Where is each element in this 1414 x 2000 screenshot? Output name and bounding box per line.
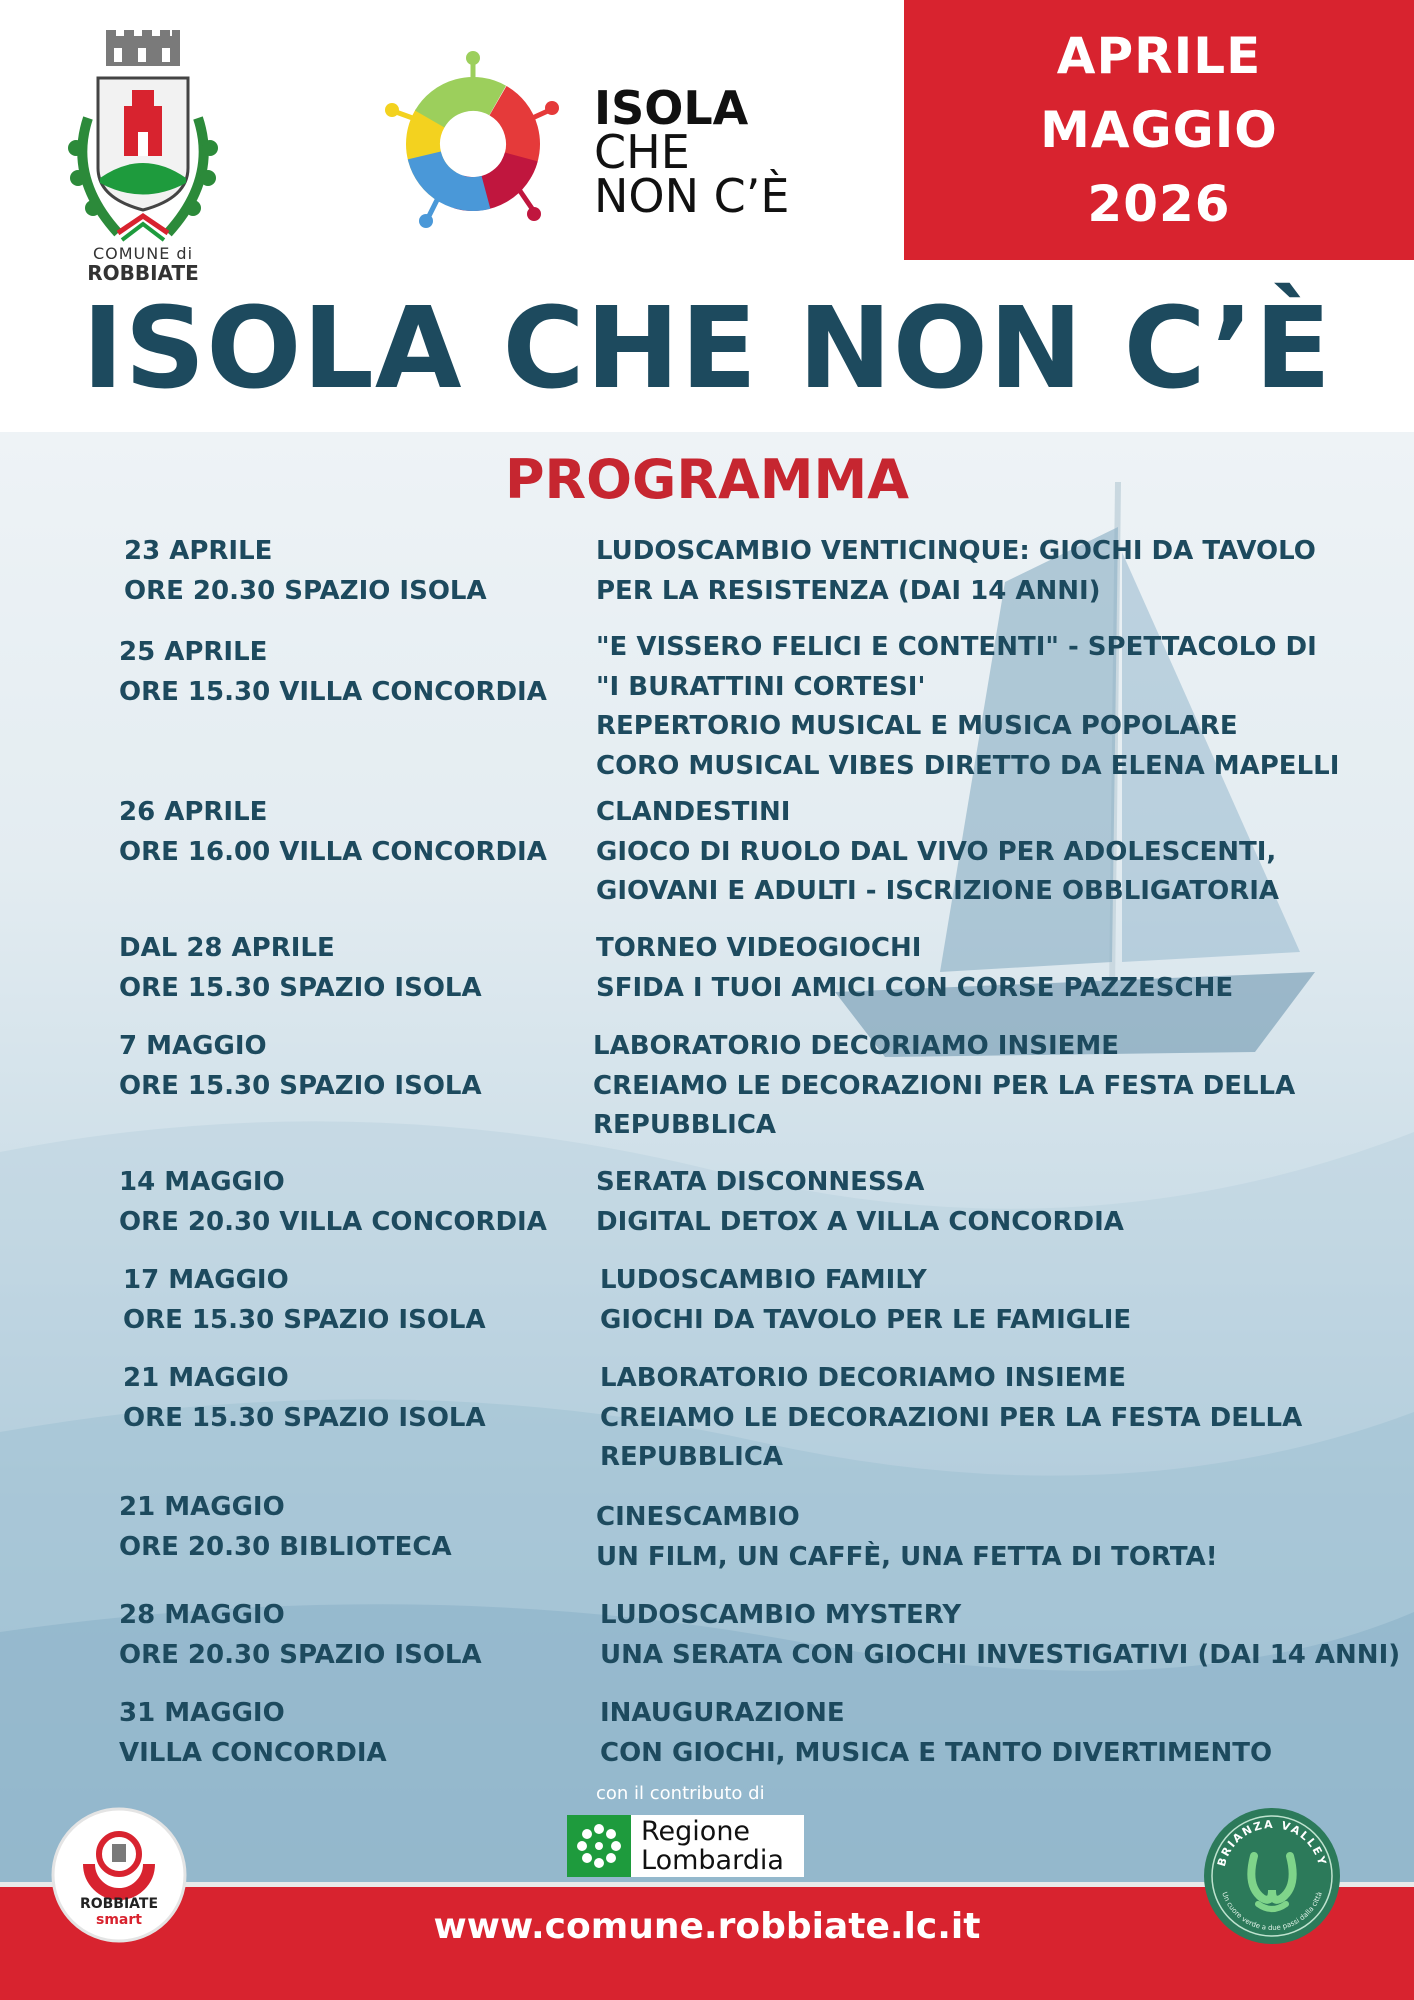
event-desc-line: SFIDA I TUOI AMICI CON CORSE PAZZESCHE — [596, 972, 1234, 1003]
smart-line-1: ROBBIATE — [79, 1896, 159, 1912]
event-desc-line: GIOCO DI RUOLO DAL VIVO PER ADOLESCENTI, — [596, 836, 1277, 867]
logo-line-3: NON C’È — [594, 169, 790, 223]
event-time-place: ORE 15.30 SPAZIO ISOLA — [119, 1070, 482, 1101]
event-desc-line: LUDOSCAMBIO MYSTERY — [600, 1600, 962, 1630]
event-11-when — [119, 1694, 387, 1773]
event-desc-line: LUDOSCAMBIO FAMILY — [600, 1265, 927, 1295]
program-section — [0, 432, 1414, 1882]
event-desc-line: LUDOSCAMBIO VENTICINQUE: GIOCHI DA TAVOLO — [596, 536, 1316, 566]
event-date: 25 APRILE — [119, 637, 268, 667]
event-desc-line: CORO MUSICAL VIBES DIRETTO DA ELENA MAPELLI — [596, 750, 1340, 781]
event-date: 7 MAGGIO — [119, 1031, 267, 1061]
event-desc-line: LABORATORIO DECORIAMO INSIEME — [600, 1363, 1127, 1393]
event-desc-line: CINESCAMBIO — [596, 1502, 800, 1532]
event-desc-line: REPUBBLICA — [593, 1110, 777, 1140]
brianza-valley-name: BRIANZA VALLEY — [1214, 1817, 1330, 1869]
smart-line-2: smart — [96, 1912, 142, 1928]
brianza-valley-tagline: Un cuore verde a due passi dalla città — [1220, 1890, 1324, 1933]
crest-caption-line2: ROBBIATE — [87, 261, 199, 285]
event-2-what — [596, 628, 1339, 786]
event-time-place: ORE 20.30 VILLA CONCORDIA — [119, 1206, 547, 1237]
event-desc-line: REPUBBLICA — [600, 1442, 784, 1472]
event-date: 26 APRILE — [119, 797, 268, 827]
event-5-when — [119, 1027, 482, 1106]
event-desc-line: REPERTORIO MUSICAL E MUSICA POPOLARE — [596, 711, 1238, 741]
event-date: 14 MAGGIO — [119, 1167, 285, 1197]
event-desc-line: GIOVANI E ADULTI - ISCRIZIONE OBBLIGATORIA — [596, 876, 1280, 906]
date-box — [904, 0, 1414, 260]
website-link[interactable]: www.comune.robbiate.lc.it — [433, 1906, 981, 1947]
event-6-when — [119, 1163, 547, 1242]
event-desc-line: CLANDESTINI — [596, 797, 791, 827]
event-date: DAL 28 APRILE — [119, 933, 335, 963]
main-title: ISOLA CHE NON C’È — [81, 284, 1333, 414]
event-desc-line: DIGITAL DETOX A VILLA CONCORDIA — [596, 1206, 1124, 1237]
event-desc-line: CREIAMO LE DECORAZIONI PER LA FESTA DELLA — [600, 1402, 1303, 1433]
event-desc-line: "E VISSERO FELICI E CONTENTI" - SPETTACOLO DI — [596, 632, 1317, 662]
event-time-place: ORE 16.00 VILLA CONCORDIA — [119, 836, 547, 867]
event-desc-line: INAUGURAZIONE — [600, 1698, 845, 1728]
regione-lombardia-logo — [567, 1815, 804, 1877]
logo-line-1: ISOLA — [594, 81, 749, 135]
event-desc-line: "I BURATTINI CORTESI' — [596, 671, 926, 702]
event-desc-line: SERATA DISCONNESSA — [596, 1167, 925, 1197]
crest-caption-line1: COMUNE di — [92, 244, 194, 263]
event-2-when — [119, 633, 547, 712]
event-7-what — [600, 1261, 1131, 1340]
event-9-what — [596, 1498, 1218, 1577]
event-3-what — [596, 793, 1279, 912]
event-time-place: ORE 20.30 BIBLIOTECA — [119, 1531, 452, 1562]
event-5-what — [593, 1027, 1295, 1146]
event-4-when — [119, 929, 482, 1008]
event-time-place: ORE 15.30 SPAZIO ISOLA — [123, 1402, 486, 1433]
robbiate-smart-text — [50, 1896, 188, 1928]
event-8-what — [600, 1359, 1302, 1478]
header — [0, 0, 1414, 432]
event-date: 21 MAGGIO — [123, 1363, 289, 1393]
event-desc-line: LABORATORIO DECORIAMO INSIEME — [593, 1031, 1120, 1061]
date-line-year: 2026 — [1087, 175, 1231, 233]
event-time-place: ORE 15.30 SPAZIO ISOLA — [119, 972, 482, 1003]
event-desc-line: TORNEO VIDEOGIOCHI — [596, 933, 922, 963]
event-desc-line: CREIAMO LE DECORAZIONI PER LA FESTA DELLA — [593, 1070, 1296, 1101]
regione-line-1: Regione — [641, 1816, 751, 1847]
regione-line-2: Lombardia — [641, 1845, 784, 1876]
event-1-when — [124, 532, 487, 611]
event-9-when — [119, 1488, 452, 1567]
date-line-month1: APRILE — [1056, 27, 1262, 85]
event-6-what — [596, 1163, 1124, 1242]
event-3-when — [119, 793, 547, 872]
event-date: 23 APRILE — [124, 536, 273, 566]
logo-line-2: CHE — [594, 125, 690, 179]
event-date: 28 MAGGIO — [119, 1600, 285, 1630]
event-8-when — [123, 1359, 486, 1438]
isola-logo-text — [594, 81, 790, 223]
event-time-place: VILLA CONCORDIA — [119, 1737, 387, 1768]
event-desc-line: GIOCHI DA TAVOLO PER LE FAMIGLIE — [600, 1304, 1132, 1335]
event-7-when — [123, 1261, 486, 1340]
event-10-what — [600, 1596, 1400, 1675]
event-11-what — [600, 1694, 1272, 1773]
event-desc-line: UNA SERATA CON GIOCHI INVESTIGATIVI (DAI 14 ANNI) — [600, 1639, 1401, 1670]
event-date: 17 MAGGIO — [123, 1265, 289, 1295]
event-desc-line: PER LA RESISTENZA (DAI 14 ANNI) — [596, 575, 1101, 606]
event-10-when — [119, 1596, 482, 1675]
event-4-what — [596, 929, 1233, 1008]
event-1-what — [596, 532, 1316, 611]
event-time-place: ORE 15.30 SPAZIO ISOLA — [123, 1304, 486, 1335]
event-date: 21 MAGGIO — [119, 1492, 285, 1522]
event-date: 31 MAGGIO — [119, 1698, 285, 1728]
brianza-valley-badge-icon — [1202, 1806, 1342, 1946]
isola-puzzle-ring-icon — [378, 50, 568, 230]
program-title: PROGRAMMA — [504, 448, 910, 511]
contribution-label: con il contributo di — [596, 1783, 765, 1804]
regione-rosa-camuna-icon — [567, 1815, 631, 1877]
event-desc-line: CON GIOCHI, MUSICA E TANTO DIVERTIMENTO — [600, 1737, 1273, 1768]
crest-caption — [48, 244, 238, 285]
event-desc-line: UN FILM, UN CAFFÈ, UNA FETTA DI TORTA! — [596, 1541, 1218, 1572]
event-time-place: ORE 15.30 VILLA CONCORDIA — [119, 676, 547, 707]
date-line-month2: MAGGIO — [1040, 101, 1278, 159]
event-time-place: ORE 20.30 SPAZIO ISOLA — [119, 1639, 482, 1670]
event-time-place: ORE 20.30 SPAZIO ISOLA — [124, 575, 487, 606]
